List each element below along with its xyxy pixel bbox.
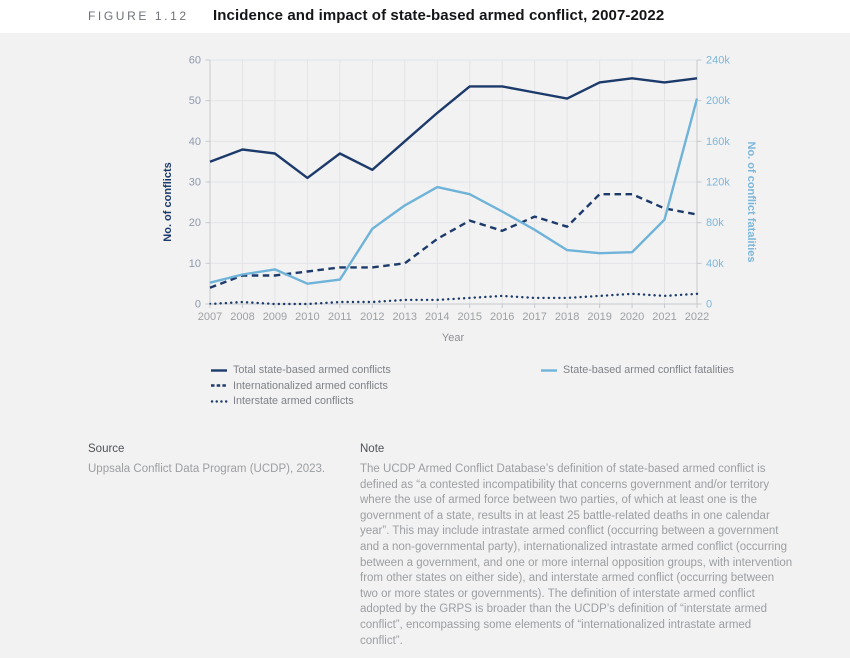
svg-text:2014: 2014 bbox=[425, 311, 450, 323]
svg-text:0: 0 bbox=[706, 298, 713, 311]
svg-text:240k: 240k bbox=[706, 54, 730, 67]
x-axis-title: Year bbox=[441, 332, 465, 344]
dashed-navy-line-icon bbox=[210, 383, 228, 388]
left-axis-title: No. of conflicts bbox=[162, 162, 174, 242]
source-block bbox=[88, 443, 348, 478]
legend-label: Internationalized armed conflicts bbox=[233, 379, 388, 392]
svg-text:2018: 2018 bbox=[554, 311, 580, 323]
svg-text:10: 10 bbox=[188, 257, 201, 270]
svg-text:2013: 2013 bbox=[392, 311, 418, 323]
svg-text:80k: 80k bbox=[706, 217, 724, 230]
svg-text:2007: 2007 bbox=[197, 311, 223, 323]
chart-legend bbox=[210, 364, 810, 412]
svg-text:40k: 40k bbox=[706, 257, 724, 270]
svg-text:2020: 2020 bbox=[619, 311, 645, 323]
legend-item-fatalities bbox=[540, 364, 734, 376]
dual-axis-line-chart bbox=[0, 40, 850, 360]
source-heading: Source bbox=[88, 443, 125, 455]
figure-title: Incidence and impact of state-based armed conflict, 2007-2022 bbox=[213, 7, 665, 24]
note-heading: Note bbox=[360, 443, 385, 455]
svg-text:2021: 2021 bbox=[652, 311, 677, 323]
legend-label: Total state-based armed conflicts bbox=[233, 364, 391, 376]
svg-text:40: 40 bbox=[188, 135, 201, 148]
svg-text:160k: 160k bbox=[706, 135, 730, 148]
svg-text:2016: 2016 bbox=[489, 311, 515, 323]
right-axis-title: No. of conflict fatalities bbox=[745, 141, 757, 263]
svg-text:120k: 120k bbox=[706, 176, 730, 189]
svg-text:2022: 2022 bbox=[684, 311, 710, 323]
legend-label: State-based armed conflict fatalities bbox=[563, 364, 735, 376]
svg-text:60: 60 bbox=[188, 54, 201, 67]
svg-text:2019: 2019 bbox=[587, 311, 612, 323]
svg-text:2011: 2011 bbox=[328, 311, 352, 323]
svg-text:20: 20 bbox=[188, 217, 201, 230]
svg-text:2009: 2009 bbox=[262, 311, 288, 323]
svg-text:0: 0 bbox=[194, 298, 201, 311]
figure-number-label: FIGURE 1.12 bbox=[88, 9, 189, 23]
svg-text:2008: 2008 bbox=[230, 311, 255, 323]
chart-gridlines bbox=[210, 60, 697, 304]
svg-text:2015: 2015 bbox=[457, 311, 482, 323]
note-text: The UCDP Armed Conflict Database’s definition of state-based armed conflict is defined as “a contested incompatibility that concerns government and/or territory where the use of armed force between two parties, of which at least one is the government of a state, results in at least 25 battle-related deaths in one calendar year”. This may include intrastate armed conflict (occurring between a government and a non-governmental party), internationalized intrastate armed conflict (occurring between a government, and one or more internal opposition groups, with intervention from other states on either side), and interstate armed conflict (occurring between two or more states or governments). The definition of interstate armed conflict adopted by the GRPS is broader than the UCDP’s definition of “interstate armed conflict”, encompassing some elements of “internationalized intrastate armed conflict”. bbox=[360, 463, 793, 647]
legend-item-interstate bbox=[210, 395, 354, 407]
solid-lightblue-line-icon bbox=[540, 368, 558, 373]
svg-text:2017: 2017 bbox=[522, 311, 547, 323]
source-text: Uppsala Conflict Data Program (UCDP), 2023. bbox=[88, 463, 326, 475]
dotted-navy-line-icon bbox=[210, 399, 228, 404]
figure-header bbox=[0, 0, 850, 33]
svg-text:2010: 2010 bbox=[295, 311, 320, 323]
legend-label: Interstate armed conflicts bbox=[233, 395, 354, 407]
svg-text:30: 30 bbox=[188, 176, 201, 189]
note-block bbox=[360, 443, 794, 649]
legend-item-internationalized bbox=[210, 380, 388, 392]
solid-navy-line-icon bbox=[210, 368, 228, 373]
svg-text:2012: 2012 bbox=[360, 311, 385, 323]
svg-text:50: 50 bbox=[188, 95, 201, 108]
chart-series-lines bbox=[210, 78, 697, 304]
legend-item-total-conflicts bbox=[210, 364, 391, 376]
svg-text:200k: 200k bbox=[706, 95, 730, 108]
